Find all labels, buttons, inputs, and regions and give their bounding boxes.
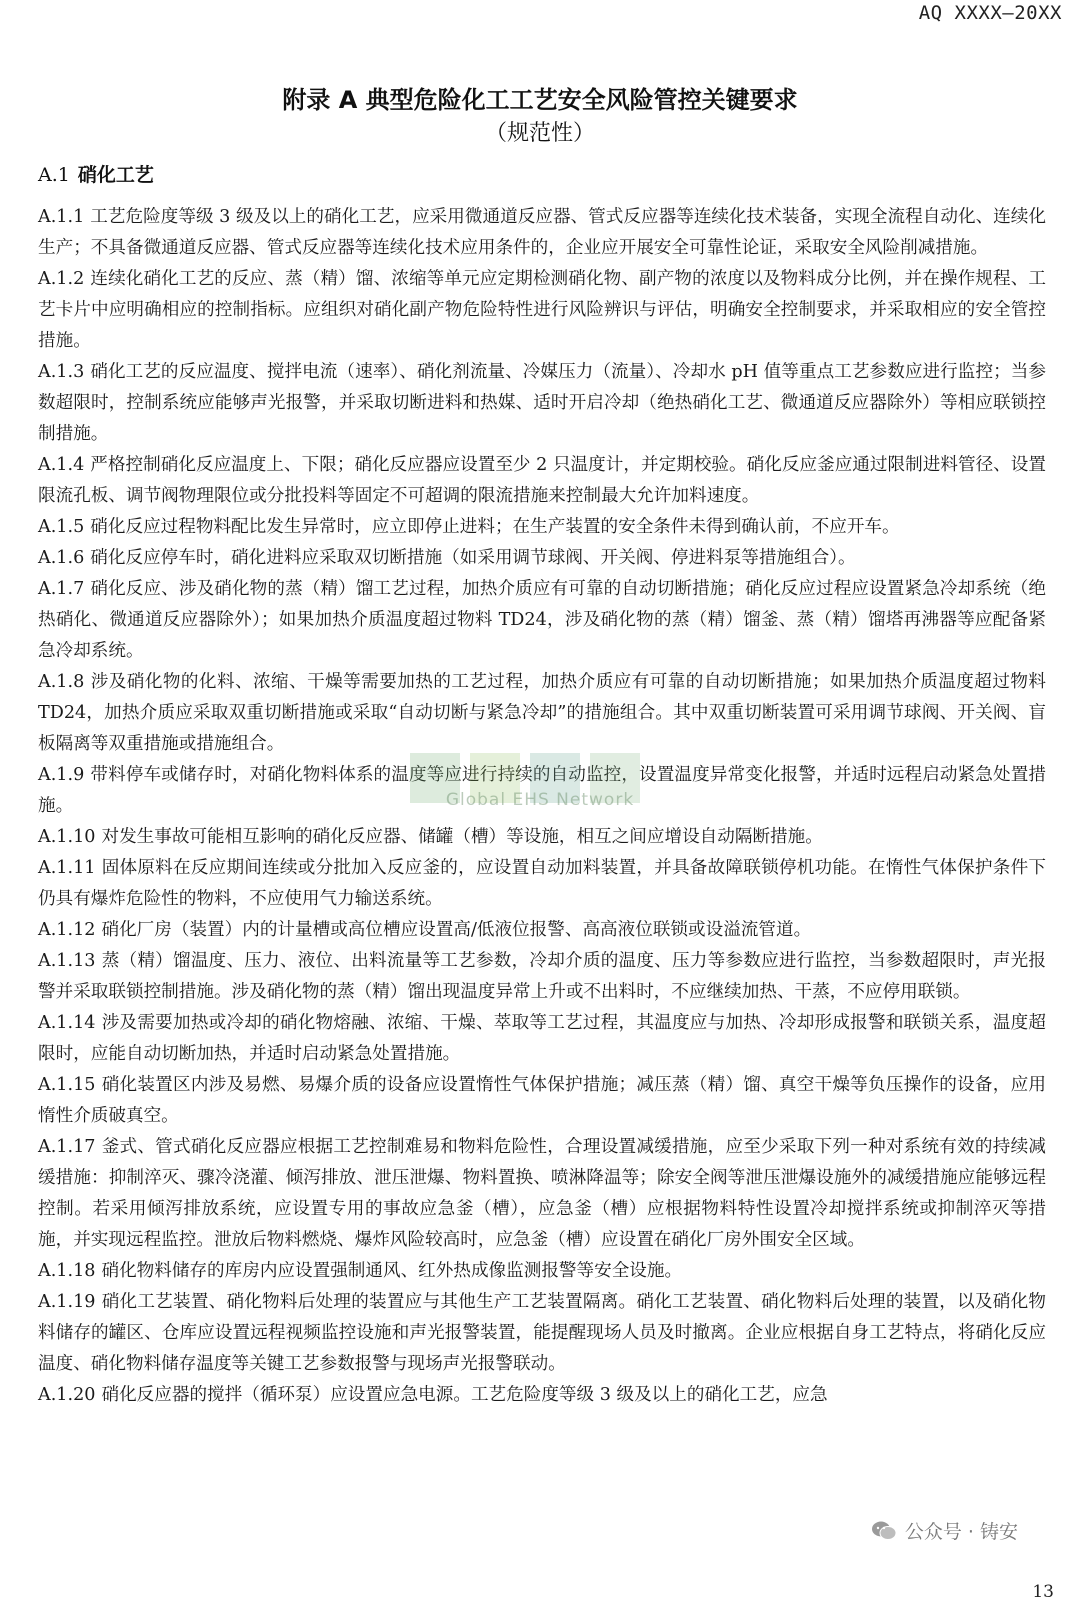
clause-text: 硝化工艺装置、硝化物料后处理的装置应与其他生产工艺装置隔离。硝化工艺装置、硝化物料后处理的装置，以及硝化物料储存的罐区、仓库应设置远程视频监控设施和声光报警装置，能提醒现场人员及时撤离。企业应根据自身工艺特点，将硝化反应温度、硝化物料储存温度等关键工艺参数报警与现场声光报警联动。 — [38, 1292, 1046, 1374]
source-label: 公众号 · 铸安 — [904, 1521, 1018, 1543]
clause-number: A.1.2 — [38, 269, 85, 289]
clause-text: 涉及需要加热或冷却的硝化物熔融、浓缩、干燥、萃取等工艺过程，其温度应与加热、冷却形成报警和联锁关系，温度超限时，应能自动切断加热，并适时启动紧急处置措施。 — [38, 1013, 1046, 1064]
section-number: A.1 — [38, 164, 70, 186]
clause-paragraph — [38, 512, 1046, 543]
clause-text: 涉及硝化物的化料、浓缩、干燥等需要加热的工艺过程，加热介质应有可靠的自动切断措施；如果加热介质温度超过物料 TD24，加热介质应采取双重切断措施或采取“自动切断与紧急冷却”的措施组合。其中双重切断装置可采用调节球阀、开关阀、盲板隔离等双重措施或措施组合。 — [38, 672, 1046, 754]
clause-text: 硝化反应过程物料配比发生异常时，应立即停止进料；在生产装置的安全条件未得到确认前，不应开车。 — [90, 517, 900, 537]
clause-text: 连续化硝化工艺的反应、蒸（精）馏、浓缩等单元应定期检测硝化物、副产物的浓度以及物料成分比例，并在操作规程、工艺卡片中应明确相应的控制指标。应组织对硝化副产物危险特性进行风险辨识与评估，明确安全控制要求，并采取相应的安全管控措施。 — [38, 269, 1046, 351]
clause-text: 严格控制硝化反应温度上、下限；硝化反应器应设置至少 2 只温度计，并定期校验。硝化反应釜应通过限制进料管径、设置限流孔板、调节阀物理限位或分批投料等固定不可超调的限流措施来控制最大允许加料速度。 — [38, 455, 1046, 506]
clause-number: A.1.12 — [38, 920, 96, 940]
clause-number: A.1.1 — [38, 207, 85, 227]
page-number: 13 — [1032, 1582, 1054, 1602]
clause-number: A.1.8 — [38, 672, 85, 692]
wechat-icon — [871, 1520, 897, 1542]
clause-paragraph — [38, 1287, 1046, 1380]
clause-text: 硝化工艺的反应温度、搅拌电流（速率）、硝化剂流量、冷媒压力（流量）、冷却水 pH 值等重点工艺参数应进行监控；当参数超限时，控制系统应能够声光报警，并采取切断进料和热媒、适时开启冷却（绝热硝化工艺、微通道反应器除外）等相应联锁控制措施。 — [38, 362, 1046, 444]
section-title: 硝化工艺 — [77, 164, 154, 186]
clause-text: 对发生事故可能相互影响的硝化反应器、储罐（槽）等设施，相互之间应增设自动隔断措施。 — [101, 827, 823, 847]
clause-paragraph — [38, 822, 1046, 853]
clause-text: 带料停车或储存时，对硝化物料体系的温度等应进行持续的自动监控，设置温度异常变化报警，并适时远程启动紧急处置措施。 — [38, 765, 1046, 816]
clause-number: A.1.7 — [38, 579, 85, 599]
clause-text: 硝化反应器的搅拌（循环泵）应设置应急电源。工艺危险度等级 3 级及以上的硝化工艺，应急 — [101, 1385, 828, 1405]
clause-number: A.1.6 — [38, 548, 85, 568]
clause-number: A.1.14 — [38, 1013, 96, 1033]
clause-text: 硝化反应停车时，硝化进料应采取双切断措施（如采用调节球阀、开关阀、停进料泵等措施组合）。 — [90, 548, 856, 568]
clause-number: A.1.4 — [38, 455, 85, 475]
clause-paragraph — [38, 1132, 1046, 1256]
clause-paragraph — [38, 853, 1046, 915]
clause-paragraph — [38, 1256, 1046, 1287]
clause-number: A.1.9 — [38, 765, 85, 785]
clause-number: A.1.18 — [38, 1261, 96, 1281]
appendix-title: 附录 A 典型危险化工工艺安全风险管控关键要求 — [282, 86, 798, 114]
clause-paragraph — [38, 1380, 1046, 1411]
clause-number: A.1.19 — [38, 1292, 96, 1312]
source-watermark — [871, 1517, 1018, 1544]
clause-paragraph — [38, 1070, 1046, 1132]
clause-number: A.1.13 — [38, 951, 96, 971]
clause-paragraph — [38, 543, 1046, 574]
clause-text: 硝化厂房（装置）内的计量槽或高位槽应设置高/低液位报警、高高液位联锁或设溢流管道。 — [101, 920, 812, 940]
watermark-text: Global EHS Network — [445, 790, 635, 810]
clause-paragraph — [38, 202, 1046, 264]
clause-text: 蒸（精）馏温度、压力、液位、出料流量等工艺参数，冷却介质的温度、压力等参数应进行监控，当参数超限时，声光报警并采取联锁控制措施。涉及硝化物的蒸（精）馏出现温度异常上升或不出料时，不应继续加热、干蒸，不应停用联锁。 — [38, 951, 1046, 1002]
clause-number: A.1.3 — [38, 362, 85, 382]
clause-text: 固体原料在反应期间连续或分批加入反应釜的，应设置自动加料装置，并具备故障联锁停机功能。在惰性气体保护条件下仍具有爆炸危险性的物料，不应使用气力输送系统。 — [38, 858, 1046, 909]
clause-paragraph — [38, 574, 1046, 667]
clause-paragraph — [38, 667, 1046, 760]
clause-paragraph — [38, 264, 1046, 357]
clause-paragraph — [38, 915, 1046, 946]
clause-number: A.1.11 — [38, 858, 96, 878]
clause-text: 硝化装置区内涉及易燃、易爆介质的设备应设置惰性气体保护措施；减压蒸（精）馏、真空干燥等负压操作的设备，应用惰性介质破真空。 — [38, 1075, 1046, 1126]
clause-text: 硝化反应、涉及硝化物的蒸（精）馏工艺过程，加热介质应有可靠的自动切断措施；硝化反应过程应设置紧急冷却系统（绝热硝化、微通道反应器除外）；如果加热介质温度超过物料 TD24，涉及硝化物的蒸（精）馏釜、蒸（精）馏塔再沸器等应配备紧急冷却系统。 — [38, 579, 1046, 661]
clause-paragraph — [38, 357, 1046, 450]
clause-paragraph — [38, 1008, 1046, 1070]
clause-number: A.1.17 — [38, 1137, 96, 1157]
document-code: AQ XXXX—20XX — [918, 2, 1062, 24]
clause-number: A.1.20 — [38, 1385, 96, 1405]
clause-number: A.1.5 — [38, 517, 85, 537]
clause-number: A.1.15 — [38, 1075, 96, 1095]
clause-number: A.1.10 — [38, 827, 96, 847]
clause-paragraph — [38, 450, 1046, 512]
clause-text: 硝化物料储存的库房内应设置强制通风、红外热成像监测报警等安全设施。 — [101, 1261, 683, 1281]
appendix-subtitle: （规范性） — [484, 121, 595, 146]
clause-paragraph — [38, 946, 1046, 1008]
clause-text: 工艺危险度等级 3 级及以上的硝化工艺，应采用微通道反应器、管式反应器等连续化技术装备，实现全流程自动化、连续化生产；不具备微通道反应器、管式反应器等连续化技术应用条件的，企业应开展安全可靠性论证，采取安全风险削减措施。 — [38, 207, 1046, 258]
clause-text: 釜式、管式硝化反应器应根据工艺控制难易和物料危险性，合理设置减缓措施，应至少采取下列一种对系统有效的持续减缓措施：抑制淬灭、骤冷浇灌、倾泻排放、泄压泄爆、物料置换、喷淋降温等；除安全阀等泄压泄爆设施外的减缓措施应能够远程控制。若采用倾泻排放系统，应设置专用的事故应急釜（槽），应急釜（槽）应根据物料特性设置冷却搅拌系统或抑制淬灭等措施，并实现远程监控。泄放后物料燃烧、爆炸风险较高时，应急釜（槽）应设置在硝化厂房外围安全区域。 — [38, 1137, 1046, 1250]
section-heading — [38, 160, 154, 187]
